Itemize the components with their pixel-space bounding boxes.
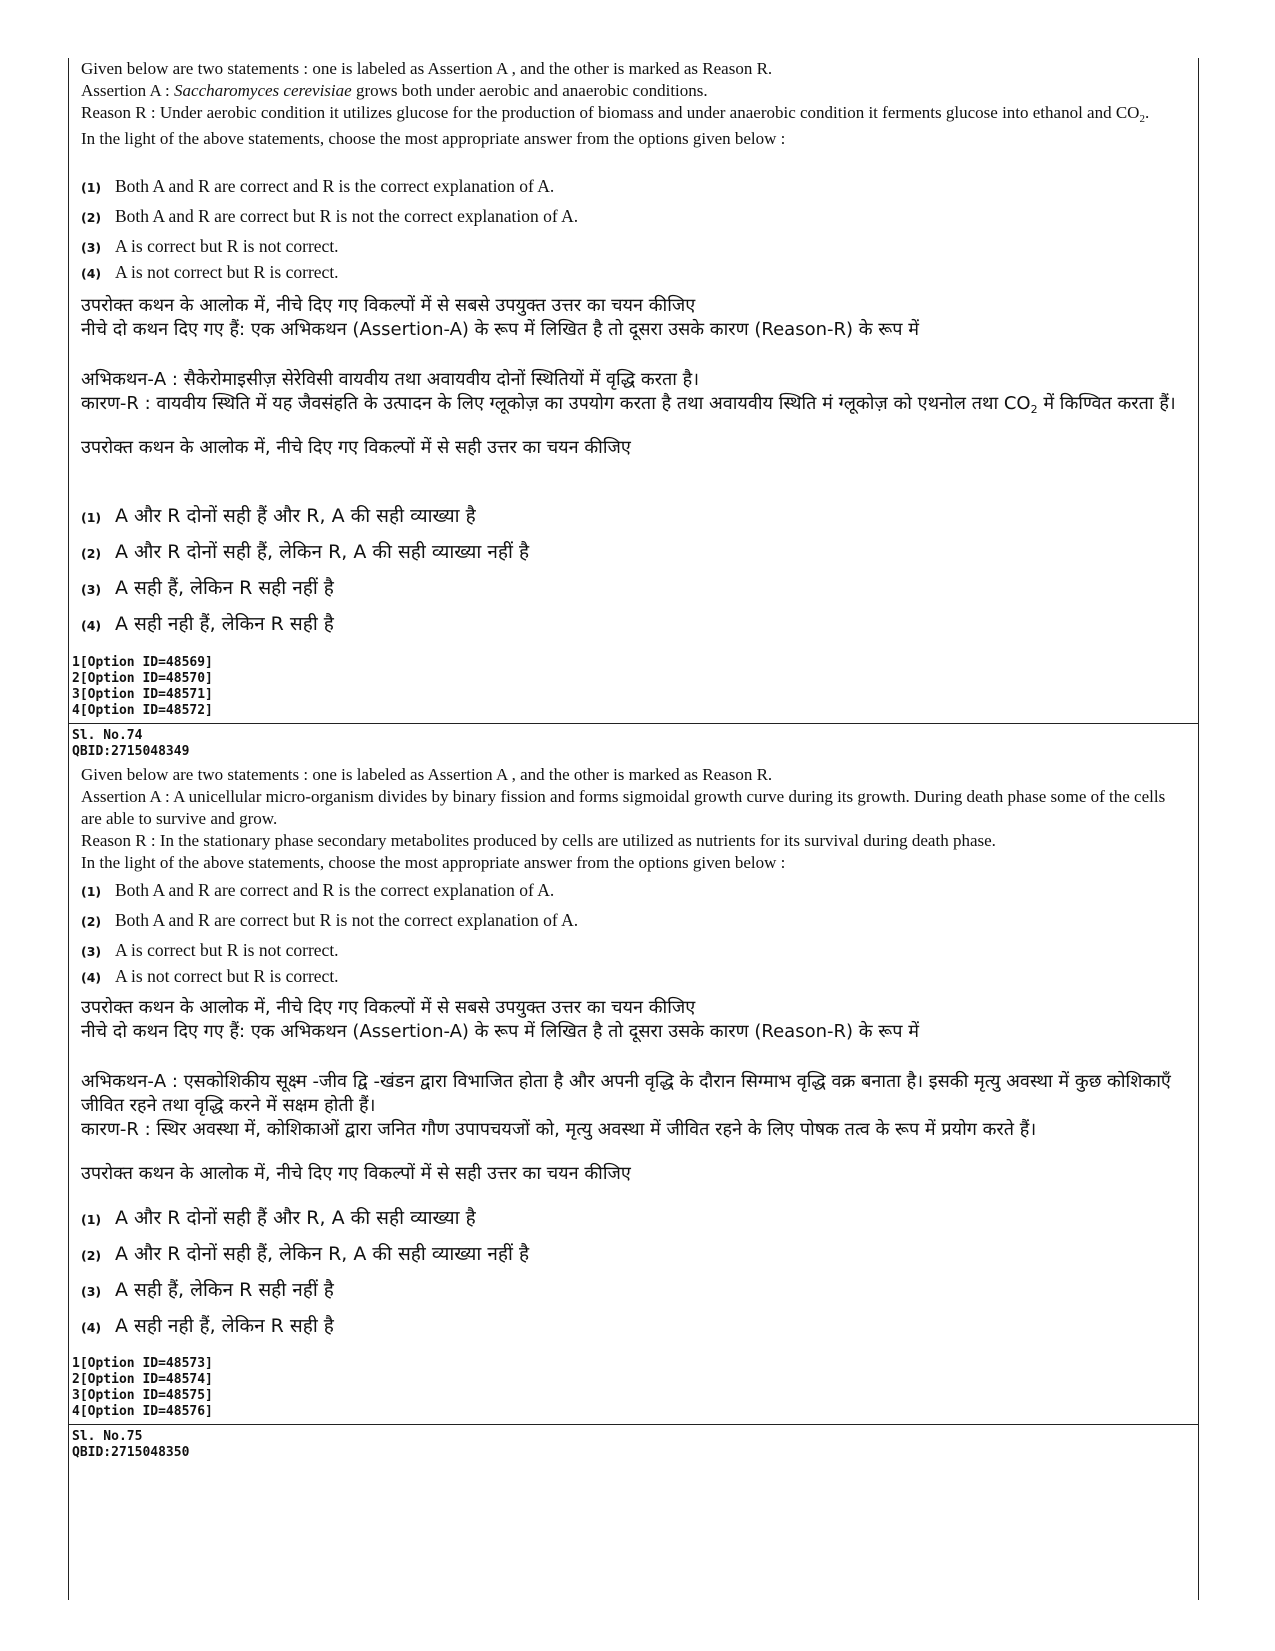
q74-sl-no: Sl. No.74 xyxy=(72,728,143,743)
q74-hindi-assertion: अभिकथन-A : एसकोशिकीय सूक्ष्म -जीव द्वि -खंडन द्वारा विभाजित होता है और अपनी वृद्धि के दौरान सिग्माभ वृद्धि वक्र बनाता है। इसकी मृत्यु अवस्था में कुछ कोशिकाएँ जीवित रहने तथा वृद्धि करने में सक्षम होती हैं। xyxy=(81,1071,1171,1116)
q73-english-options xyxy=(69,176,1198,292)
q74-hindi-reason: कारण-R : स्थिर अवस्था में, कोशिकाओं द्वारा जनित गौण उपापचयजों को, मृत्यु अवस्था में जीवित रहने के लिए पोषक तत्व के रूप में प्रयोग करते हैं। xyxy=(81,1119,1037,1140)
q74-qbid: QBID:2715048349 xyxy=(72,744,190,759)
option-id: 4[Option ID=48572] xyxy=(72,703,213,718)
q73-option-4[interactable]: (4) A is not correct but R is correct. xyxy=(81,262,339,282)
q73-hindi-statements xyxy=(69,294,1198,460)
q73-hindi-assertion: अभिकथन-A : सैकेरोमाइसीज़ सेरेविसी वायवीय तथा अवायवीय दोनों स्थितियों में वृद्धि करता है। xyxy=(81,369,700,390)
q73-option-1[interactable]: (1) Both A and R are correct and R is the correct explanation of A. xyxy=(81,176,555,196)
q74-reason: Reason R : In the stationary phase secondary metabolites produced by cells are utilized as nutrients for its survival during death phase. xyxy=(81,831,996,850)
q74-header xyxy=(69,728,1198,760)
question-divider xyxy=(69,723,1198,724)
q74-hindi-statements xyxy=(69,996,1198,1186)
q73-reason: Reason R : Under aerobic condition it utilizes glucose for the production of biomass and under anaerobic condition it ferments glucose into ethanol and $CO_2$. xyxy=(81,103,1150,125)
question-paper-frame xyxy=(68,58,1199,1600)
option-id: 1[Option ID=48569] xyxy=(72,655,213,670)
q74-option-4[interactable]: (4) A is not correct but R is correct. xyxy=(81,966,339,986)
q74-intro: Given below are two statements : one is labeled as Assertion A , and the other is marked as Reason R. xyxy=(81,765,773,784)
option-id: 2[Option ID=48570] xyxy=(72,671,213,686)
q74-prompt: In the light of the above statements, choose the most appropriate answer from the options given below : xyxy=(81,853,786,872)
q74-hindi-line2: नीचे दो कथन दिए गए हैं: एक अभिकथन (Assertion-A) के रूप में लिखित है तो दूसरा उसके कारण (Reason-R) के रूप में xyxy=(81,1021,920,1042)
option-id: 2[Option ID=48574] xyxy=(72,1372,213,1387)
q73-intro: Given below are two statements : one is labeled as Assertion A , and the other is marked as Reason R. xyxy=(81,59,773,78)
q73-hindi-line2: नीचे दो कथन दिए गए हैं: एक अभिकथन (Assertion-A) के रूप में लिखित है तो दूसरा उसके कारण (Reason-R) के रूप में xyxy=(81,319,920,340)
q74-option-ids xyxy=(69,1356,1198,1420)
q73-hindi-reason: कारण-R : वायवीय स्थिति में यह जैवसंहति के उत्पादन के लिए ग्लूकोज़ का उपयोग करता है तथा अवायवीय स्थिति मं ग्लूकोज़ को एथनोल तथा $CO_2$ में किण्वित करता हैं। xyxy=(81,393,1176,416)
q75-sl-no: Sl. No.75 xyxy=(72,1429,143,1444)
q73-hindi-options xyxy=(69,502,1198,646)
q75-qbid: QBID:2715048350 xyxy=(72,1445,190,1460)
q74-english-statements xyxy=(69,764,1198,874)
q74-hindi-option-1[interactable]: (1) A और R दोनों सही हैं और R, A की सही व्याख्या है xyxy=(81,1207,476,1229)
q74-hindi-option-2[interactable]: (2) A और R दोनों सही हैं, लेकिन R, A की सही व्याख्या नहीं है xyxy=(81,1243,530,1265)
option-id: 3[Option ID=48575] xyxy=(72,1388,213,1403)
q74-hindi-option-3[interactable]: (3) A सही हैं, लेकिन R सही नहीं है xyxy=(81,1279,334,1301)
option-id: 4[Option ID=48576] xyxy=(72,1404,213,1419)
q74-option-3[interactable]: (3) A is correct but R is not correct. xyxy=(81,940,339,960)
q74-hindi-option-4[interactable]: (4) A सही नही हैं, लेकिन R सही है xyxy=(81,1315,334,1337)
option-id: 1[Option ID=48573] xyxy=(72,1356,213,1371)
q73-hindi-line1: उपरोक्त कथन के आलोक में, नीचे दिए गए विकल्पों में से सबसे उपयुक्त उत्तर का चयन कीजिए xyxy=(81,295,696,316)
q73-species-name: Saccharomyces cerevisiae xyxy=(174,81,352,100)
q74-hindi-options xyxy=(69,1204,1198,1348)
q73-hindi-option-2[interactable]: (2) A और R दोनों सही हैं, लेकिन R, A की सही व्याख्या नहीं है xyxy=(81,541,530,563)
q74-option-2[interactable]: (2) Both A and R are correct but R is not the correct explanation of A. xyxy=(81,910,579,930)
q74-option-1[interactable]: (1) Both A and R are correct and R is the correct explanation of A. xyxy=(81,880,555,900)
q73-option-3[interactable]: (3) A is correct but R is not correct. xyxy=(81,236,339,256)
q73-option-ids xyxy=(69,655,1198,719)
q74-assertion: Assertion A : A unicellular micro-organism divides by binary fission and forms sigmoidal growth curve during its growth. During death phase some of the cells are able to survive and grow. xyxy=(81,787,1166,828)
q73-english-statements xyxy=(69,58,1198,150)
q73-hindi-option-1[interactable]: (1) A और R दोनों सही हैं और R, A की सही व्याख्या है xyxy=(81,505,476,527)
q73-hindi-prompt: उपरोक्त कथन के आलोक में, नीचे दिए गए विकल्पों में से सही उत्तर का चयन कीजिए xyxy=(81,437,631,458)
q74-hindi-prompt: उपरोक्त कथन के आलोक में, नीचे दिए गए विकल्पों में से सही उत्तर का चयन कीजिए xyxy=(81,1163,631,1184)
question-divider xyxy=(69,1424,1198,1425)
q73-hindi-option-4[interactable]: (4) A सही नही हैं, लेकिन R सही है xyxy=(81,613,334,635)
q73-hindi-option-3[interactable]: (3) A सही हैं, लेकिन R सही नहीं है xyxy=(81,577,334,599)
q73-assertion: Assertion A : Saccharomyces cerevisiae grows both under aerobic and anaerobic conditions. xyxy=(81,81,708,100)
q74-hindi-line1: उपरोक्त कथन के आलोक में, नीचे दिए गए विकल्पों में से सबसे उपयुक्त उत्तर का चयन कीजिए xyxy=(81,997,696,1018)
q73-prompt: In the light of the above statements, choose the most appropriate answer from the options given below : xyxy=(81,129,786,148)
q73-option-2[interactable]: (2) Both A and R are correct but R is not the correct explanation of A. xyxy=(81,206,579,226)
option-id: 3[Option ID=48571] xyxy=(72,687,213,702)
q75-header xyxy=(69,1429,1198,1461)
q74-english-options xyxy=(69,880,1198,996)
